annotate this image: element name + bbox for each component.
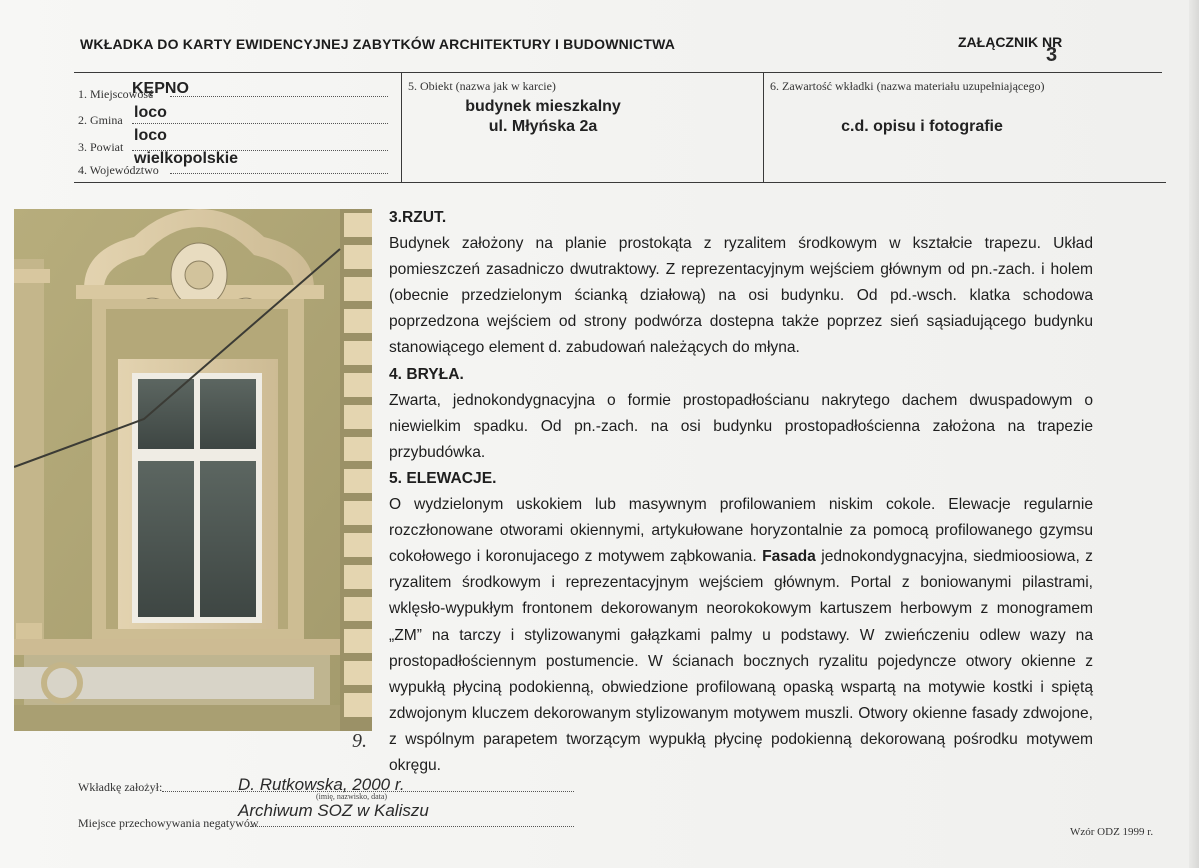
gmina-value: loco — [134, 104, 167, 121]
section-text-bryla: Zwarta, jednokondygnacyjna o formie prostopadłościanu nakrytego dachem dwuspadowym o niewielkim spadku. Od pn.-zach. na osi budynku prostopadłościenna założona na trapezie przybudówka. — [389, 391, 1093, 461]
template-version: Wzór ODZ 1999 r. — [1070, 826, 1154, 838]
miejscowosc-label: 1. Miejscowość — [78, 87, 154, 101]
page-edge — [1189, 0, 1199, 868]
author-value: D. Rutkowska, 2000 r. — [238, 775, 405, 794]
section-title-bryla: 4. BRYŁA. — [389, 365, 464, 383]
author-label: Wkładkę założył: — [78, 780, 163, 794]
contents-label: 6. Zawartość wkładki (nazwa materiału uzupełniającego) — [770, 79, 1045, 93]
attachment-number: 3 — [1046, 44, 1058, 66]
dotted-line — [170, 96, 388, 97]
fasada-keyword: Fasada — [762, 548, 816, 566]
section-title-elewacje: 5. ELEWACJE. — [389, 469, 497, 487]
table-bottom-line — [74, 182, 1166, 183]
section-text-elewacje — [389, 492, 1093, 779]
table-top-line — [74, 72, 1162, 73]
author-hint: (imię, nazwisko, data) — [316, 792, 388, 801]
dotted-line — [170, 173, 388, 174]
object-name: budynek mieszkalny — [465, 98, 621, 115]
miejscowosc-value: KĘPNO — [132, 80, 189, 97]
storage-label: Miejsce przechowywania negatywów — [78, 816, 259, 830]
powiat-value: loco — [134, 127, 167, 144]
storage-value: Archiwum SOZ w Kaliszu — [238, 801, 429, 820]
elewacje-text-part-2: jednokondygnacyjna, siedmioosiowa, z ryzalitem środkowym i reprezentacyjnym wejściem głównym. Portal z boniowanymi pilastrami, wklęsło-wypukłym frontonem dekorowanym neorokokowym kartuszem herbowym z monogramem „ZM” na tarczy i stylizowanymi gałązkami palmy u podstawy. W zwieńczeniu odlew wazy na prostopadłościennym postumencie. W ścianach bocznych ryzalitu pojedyncze otwory okienne z wypukłą płyciną podokienną, obwiedzione profilowaną opaską wspartą na motywie kostki i spiętą zdwojonym kluczem dekorowanym stylizowanym motywem muszli. Otwory okienne fasady zdwojone, z wspólnym parapetem tworzącym wypukłą płycinę podokienną dekorowaną pośrodku motywem okręgu. — [389, 548, 1093, 774]
elewacje-text-part-1: O wydzielonym uskokiem lub masywnym profilowaniem niskim cokole. Elewacje regularnie rozczłonowane otworami okiennymi, artykułowane horyzontalnie za pomocą profilowanego gzymsu cokołowego i koronujacego z motywem ząbkowania. — [389, 496, 1093, 566]
powiat-label: 3. Powiat — [78, 140, 124, 154]
description-text — [389, 205, 1093, 779]
column-divider-1 — [401, 72, 402, 183]
section-title-rzut: 3.RZUT. — [389, 209, 447, 226]
wojewodztwo-label: 4. Województwo — [78, 163, 159, 177]
attachment-label: ZAŁĄCZNIK NR — [958, 34, 1063, 50]
object-address: ul. Młyńska 2a — [488, 118, 598, 135]
wojewodztwo-value: wielkopolskie — [134, 150, 239, 167]
form-title: WKŁADKA DO KARTY EWIDENCYJNEJ ZABYTKÓW ARCHITEKTURY I BUDOWNICTWA — [80, 36, 676, 52]
gmina-label: 2. Gmina — [78, 113, 123, 127]
dotted-line — [250, 826, 574, 827]
photo-number: 9. — [352, 730, 367, 752]
contents-value: c.d. opisu i fotografie — [841, 118, 1003, 135]
object-label: 5. Obiekt (nazwa jak w karcie) — [408, 79, 556, 93]
section-text-rzut: Budynek założony na planie prostokąta z ryzalitem środkowym w kształcie trapezu. Układ pomieszczeń zasadniczo dwutraktowy. Z reprezentacyjnym wejściem głównym od pn.-zach. i holem (obecnie przedzielonym ścianką działową) na osi budynku. Od pd.-wsch. klatka schodowa poprzedzona wejściem od strony podwórza dostepna także poprzez sień sąsiadującego budynku stanowiącego element d. zabudowań należących do młyna. — [389, 235, 1093, 357]
building-window-photo — [14, 209, 372, 731]
dotted-line — [132, 123, 388, 124]
